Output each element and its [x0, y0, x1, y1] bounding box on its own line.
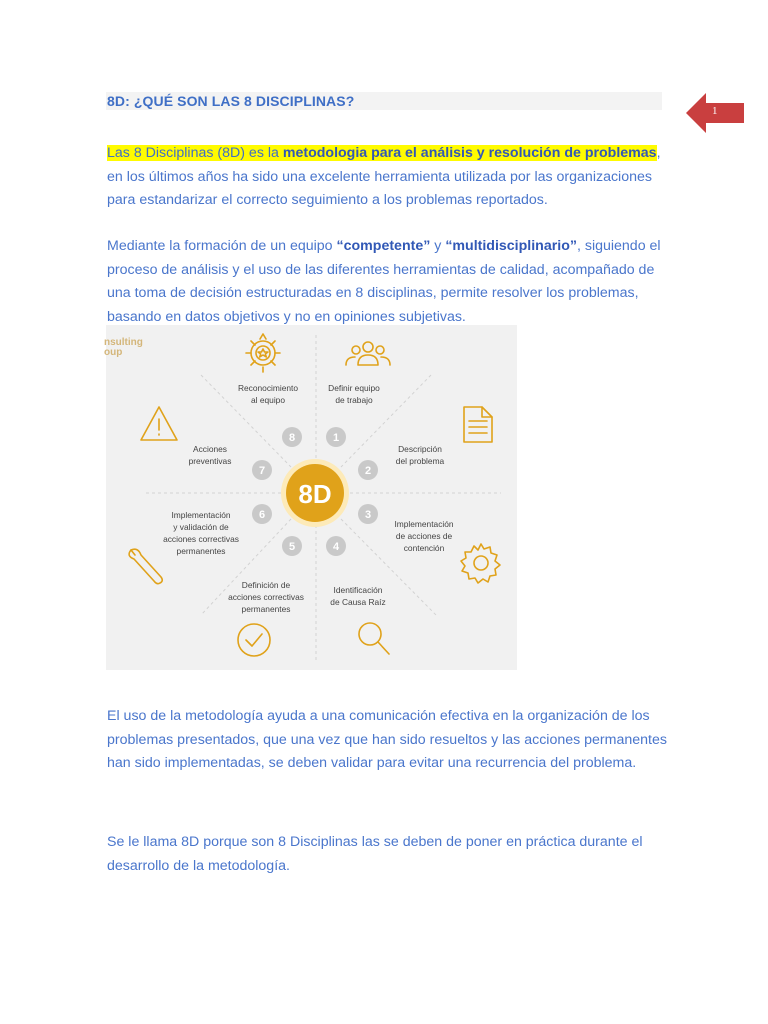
team-text-2: y	[430, 238, 446, 254]
warning-icon	[141, 407, 177, 440]
step-number-6: 6	[258, 509, 266, 521]
step-number-8: 8	[288, 432, 296, 444]
step-label-6: Implementación y validación de acciones correctivas permanentes	[163, 510, 239, 556]
gear-icon	[461, 544, 500, 583]
page-title: 8D: ¿QUÉ SON LAS 8 DISCIPLINAS?	[107, 93, 355, 109]
step-label-5: Definición de acciones correctivas permanentes	[228, 580, 304, 614]
team-text-3: , siguiendo el proceso de análisis y el uso de las diferentes herramientas de calidad, acompañado de una toma de decisión estructuradas en 8 disciplinas, permite resolver los problemas, basando en datos objetivos y no en opiniones subjetivas.	[107, 238, 661, 325]
highlight-bold-text: metodologia para el análisis y resolución de problemas	[282, 145, 657, 161]
intro-paragraph	[107, 142, 667, 213]
watermark-line-1: nsulting	[104, 337, 143, 348]
8d-diagram	[106, 325, 517, 670]
step-label-1: Definir equipo de trabajo	[328, 383, 380, 405]
intro-text: , en los últimos años ha sido una excelente herramienta utilizada por las organizaciones para estandarizar el correcto seguimiento a los problemas reportados.	[107, 145, 661, 208]
step-number-7: 7	[258, 465, 266, 477]
center-label: 8D	[298, 479, 332, 509]
magnifier-icon	[359, 623, 389, 654]
bold-competente: “competente”	[336, 238, 431, 254]
team-icon	[346, 342, 390, 365]
badge-icon	[246, 334, 280, 372]
step-number-1: 1	[332, 432, 340, 444]
step-label-4: Identificación de Causa Raíz	[330, 585, 386, 607]
watermark-line-2: oup	[104, 347, 123, 358]
document-icon	[464, 407, 492, 442]
page-number: 1	[712, 105, 718, 117]
step-label-8: Reconocimiento al equipo	[237, 383, 299, 405]
page-marker[interactable]	[686, 93, 744, 133]
step-number-5: 5	[288, 541, 296, 553]
step-number-4: 4	[332, 541, 340, 553]
step-label-2: Descripción del problema	[395, 444, 445, 466]
highlight-text: Las 8 Disciplinas (8D) es la	[107, 145, 283, 161]
8d-diagram-svg	[106, 325, 517, 670]
bold-multidisciplinario: “multidisciplinario”	[445, 238, 577, 254]
definition-paragraph: Se le llama 8D porque son 8 Disciplinas las se deben de poner en práctica durante el desarrollo de la metodología.	[107, 834, 643, 874]
check-circle-icon	[238, 624, 270, 656]
communication-paragraph: El uso de la metodología ayuda a una comunicación efectiva en la organización de los problemas presentados, que una vez que han sido resueltos y las acciones permanentes han sido implementadas, se deben validar para evitar una recurrencia del problema.	[107, 708, 667, 771]
wrench-icon	[129, 549, 162, 583]
step-number-2: 2	[364, 465, 372, 477]
step-number-3: 3	[364, 509, 372, 521]
step-label-3: Implementación de acciones de contención	[394, 519, 454, 553]
step-label-7: Acciones preventivas	[188, 444, 232, 466]
team-text-1: Mediante la formación de un equipo	[107, 238, 337, 254]
team-paragraph	[107, 235, 667, 329]
